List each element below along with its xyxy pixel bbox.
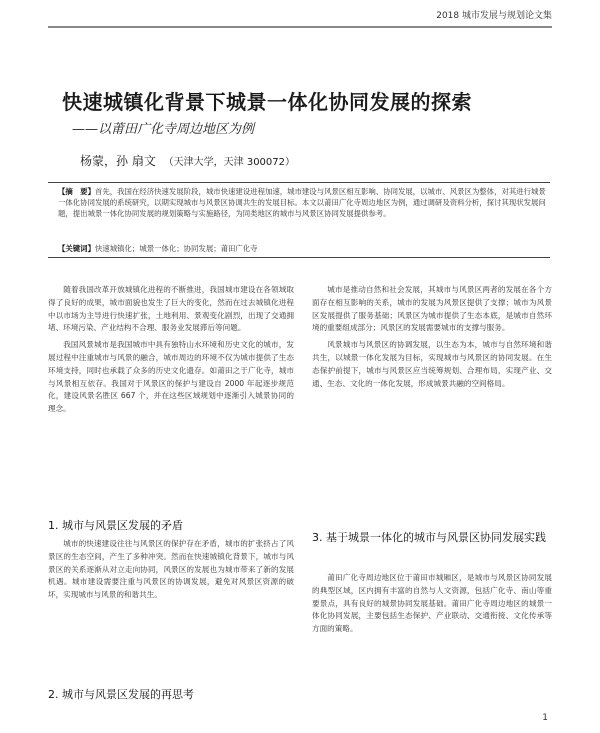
header-rule: [48, 26, 552, 28]
abstract: [58, 186, 546, 219]
paragraph: 莆田广化寺周边地区位于莆田市城厢区，是城市与风景区协同发展的典型区域，区内拥有丰富的自然与人文资源，包括广化寺、南山等重要景点，具有良好的城景协同发展基础。莆田广化寺周边地区的城景一体化协同发展，主要包括生态保护、产业联动、交通衔接、文化传承等方面的策略。: [312, 573, 552, 634]
running-header: 2018 城市发展与规划论文集: [436, 11, 552, 21]
paragraph: 我国风景城市是我国城市中具有独特山水环境和历史文化的城市，发展过程中注重城市与风景的融合，城市周边的环境不仅为城市提供了生态环境支持，同时也承载了众多的历史文化遗存。如莆田之于广化寺，城市与风景相互依存。我国对于风景区的保护与建设自 2000 年起逐步规范化，建设风景名胜区 667 个，并在这些区域规划中逐渐引入城景协同的理念。: [48, 340, 294, 414]
abstract-label: 【摘 要】: [58, 187, 95, 196]
section-heading-2: 2. 城市与风景区发展的再思考: [48, 688, 194, 701]
keywords-text: 快速城镇化；城景一体化；协同发展；莆田广化寺: [94, 244, 258, 253]
section-heading-1: 1. 城市与风景区发展的矛盾: [48, 519, 183, 532]
authors-line: [80, 152, 295, 169]
article-subtitle: ——以莆田广化寺周边地区为例: [72, 122, 255, 137]
right-column-section-3: [312, 572, 552, 636]
keywords: [58, 243, 546, 254]
paragraph: 风景城市与风景区的协调发展，以生态为本，城市与自然环境和谐共生，以城景一体化发展为目标，实现城市与风景区的协同发展。在生态保护前提下，城市与风景区应当统筹规划、合理布局，实现产业、交通、生态、文化的一体化发展，形成城景共融的空间格局。: [312, 340, 552, 388]
page-number: 1: [542, 713, 548, 723]
keywords-label: 【关键词】: [58, 244, 95, 253]
right-column-intro: [312, 284, 552, 390]
abstract-text: 首先，我国在经济快速发展阶段，城市快速建设进程加速，城市建设与风景区相互影响、协同发展，以城市、风景区为整体，对其进行城景一体化协同发展的系统研究，以期实现城市与风景区协调共生的发展目标。本文以莆田广化寺周边地区为例，通过调研及资料分析，探讨其现状发展问题，提出城景一体化协同发展的规划策略与实施路径，为同类地区的城市与风景区协同发展提供参考。: [58, 187, 546, 218]
section-heading-3: 3. 基于城景一体化的城市与风景区协同发展实践: [312, 531, 546, 544]
affiliation: （天津大学，天津 300072）: [163, 157, 296, 168]
paragraph: 城市是推动自然和社会发展，其城市与风景区两者的发展在各个方面存在相互影响的关系，城市的发展为风景区提供了支撑；城市为风景区发展提供了服务基础；风景区为城市提供了生态本底，是城市自然环境的重要组成部分；风景区的发展需要城市的支撑与服务。: [312, 285, 552, 333]
left-column-intro: [48, 284, 294, 416]
article-title: 快速城镇化背景下城景一体化协同发展的探索: [62, 90, 472, 114]
paragraph: 随着我国改革开放城镇化进程的不断推进，我国城市建设在各领域取得了良好的成果，城市面貌也发生了巨大的变化，然而在过去城镇化进程中以市场为主导进行快速扩张，土地利用、景观变化剧烈，出现了交通拥堵、环境污染、产业结构不合理、服务业发展滞后等问题。: [48, 285, 294, 333]
left-column-section-1: [48, 538, 294, 602]
paragraph: 城市的快速建设往往与风景区的保护存在矛盾，城市的扩张挤占了风景区的生态空间，产生了多种冲突。然而在快速城镇化背景下，城市与风景区的关系逐渐从对立走向协同，风景区的发展也为城市带来了新的发展机遇。城市建设需要注重与风景区的协调发展，避免对风景区资源的破坏，实现城市与风景的和谐共生。: [48, 539, 294, 600]
author-names: 杨蒙，孙 扇文: [80, 154, 156, 168]
